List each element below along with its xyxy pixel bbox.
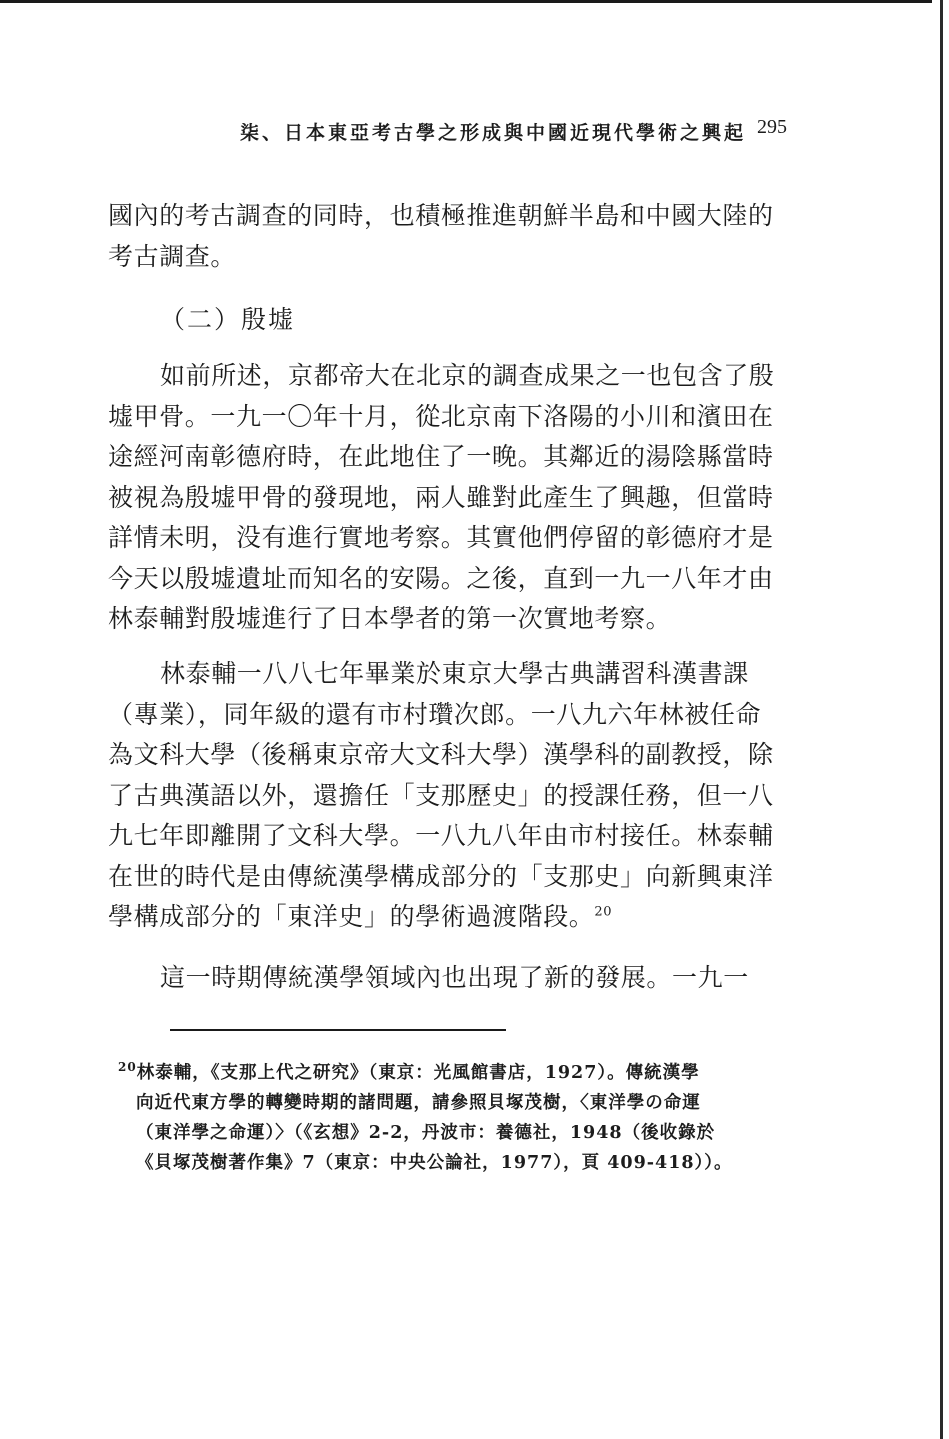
text-line: 林泰輔一八八七年畢業於東京大學古典講習科漢書課 [160,659,749,688]
page-right-edge [940,0,943,1439]
text-line: 這一時期傳統漢學領域內也出現了新的發展。一九一 [160,963,749,992]
text-line: 墟甲骨。一九一〇年十月，從北京南下洛陽的小川和濱田在 [108,401,774,431]
text-line: 在世的時代是由傳統漢學構成部分的「支那史」向新興東洋 [108,861,774,891]
text-line: 詳情未明，没有進行實地考察。其實他們停留的彰德府才是 [108,523,774,552]
footnote-line [118,1058,790,1088]
text-line: 途經河南彰德府時，在此地住了一晚。其鄰近的湯陰縣當時 [108,442,774,471]
text-line: 被視為殷墟甲骨的發現地，兩人雖對此產生了興趣，但當時 [108,482,774,512]
running-head-title: 柒、日本東亞考古學之形成與中國近現代學術之興起 [240,122,747,144]
paragraph-4 [108,958,788,999]
page-top-edge [0,0,932,3]
footnote-number: 20 [118,1060,137,1075]
text-line-content: 學構成部分的「東洋史」的學術過渡階段。 [108,902,595,931]
paragraph-3 [108,654,788,938]
text-line: 今天以殷墟遺址而知名的安陽。之後，直到一九一八年才由 [108,563,774,593]
footnote-line: （東洋學之命運）〉（《玄想》2-2，丹波市：養德社，1948（後收錄於 [136,1123,716,1143]
footnote-line: 《貝塚茂樹著作集》7（東京：中央公論社，1977），頁 409-418））。 [136,1153,733,1173]
paragraph-2 [108,356,788,640]
page-number: 295 [757,116,787,138]
text-line: 了古典漢語以外，還擔任「支那歷史」的授課任務，但一八 [108,780,774,810]
text-line: 國內的考古調查的同時，也積極推進朝鮮半島和中國大陸的 [108,201,774,230]
footnote-reference[interactable]: 20 [594,904,613,920]
footnote-line: 向近代東方學的轉變時期的諸問題，請參照貝塚茂樹，〈東洋學の命運 [136,1093,701,1113]
text-line: 九七年即離開了文科大學。一八九八年由市村接任。林泰輔 [108,821,774,850]
footnote-separator [170,1029,506,1031]
text-line: （專業），同年級的還有市村瓚次郎。一八九六年林被任命 [108,699,762,729]
text-line: 為文科大學（後稱東京帝大文科大學）漢學科的副教授，除 [108,740,774,769]
footnote-text: 林泰輔，《支那上代之研究》（東京：光風館書店，1927）。傳統漢學 [136,1063,700,1083]
paragraph-continuation [108,196,788,277]
text-line [108,897,788,938]
footnote [118,1058,790,1178]
text-line: 考古調查。 [108,241,237,271]
text-line: 林泰輔對殷墟進行了日本學者的第一次實地考察。 [108,604,672,633]
text-line: 如前所述，京都帝大在北京的調查成果之一也包含了殷 [160,361,775,390]
section-heading: （二）殷墟 [160,305,296,334]
